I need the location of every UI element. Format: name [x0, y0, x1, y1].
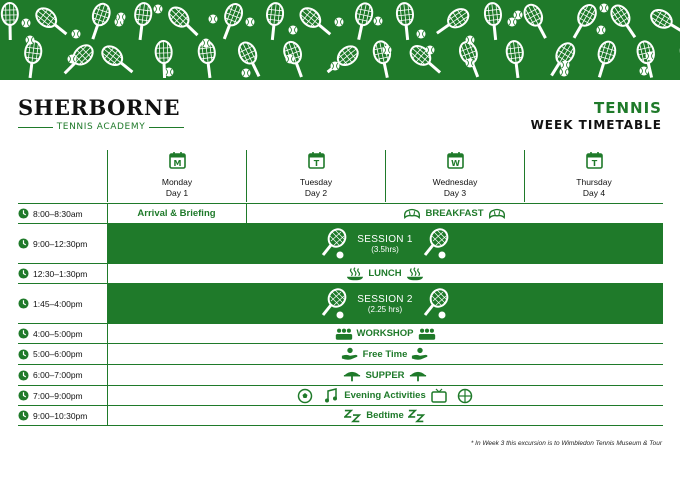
- tennis-racket-icon: [317, 227, 351, 261]
- supper-cell: [107, 365, 663, 385]
- group-icon: [418, 326, 436, 342]
- time-label: 4:00–5:00pm: [33, 328, 83, 339]
- evening-activities-cell: [107, 386, 663, 405]
- time-slot: [18, 264, 87, 283]
- cloche-icon: [343, 367, 361, 383]
- group-icon: [335, 326, 353, 342]
- divider: [18, 127, 53, 128]
- brand-subtitle: TENNIS ACADEMY: [56, 122, 146, 132]
- day-number: Day 4: [582, 188, 606, 198]
- day-number: Day 1: [165, 188, 189, 198]
- calendar-icon: [586, 151, 603, 169]
- clock-icon: [18, 349, 29, 360]
- day-letter: W: [450, 159, 460, 168]
- arrival-label: Arrival & Briefing: [137, 208, 216, 219]
- croissant-icon: [488, 206, 506, 222]
- clock-icon: [18, 208, 29, 219]
- session-title: SESSION 2: [357, 293, 413, 305]
- hand-icon: [411, 346, 429, 362]
- timetable-row-bedtime: [18, 405, 663, 426]
- day-name: Monday: [161, 177, 193, 187]
- sleep-zzz-icon: [408, 408, 426, 424]
- music-note-icon: [322, 388, 340, 404]
- day-name: Tuesday: [299, 177, 333, 187]
- monday-arrival-cell: [107, 204, 246, 223]
- breakfast-cell: [246, 204, 663, 223]
- footnote: * In Week 3 this excursion is to Wimbledon Tennis Museum & Tour: [470, 440, 662, 447]
- page-title: [531, 99, 662, 133]
- time-label: 8:00–8:30am: [33, 208, 83, 219]
- day-letter: T: [591, 159, 597, 168]
- calendar-icon: [308, 151, 325, 169]
- bedtime-label: Bedtime: [366, 410, 404, 421]
- brand-subtitle-row: [18, 122, 184, 132]
- day-header-row: [107, 150, 663, 202]
- tv-icon: [430, 388, 448, 404]
- tennis-racket-icon: [317, 287, 351, 321]
- sleep-zzz-icon: [344, 408, 362, 424]
- clock-icon: [18, 238, 29, 249]
- timetable-row-supper: [18, 364, 663, 385]
- time-slot: [18, 386, 83, 405]
- clock-icon: [18, 268, 29, 279]
- time-label: 6:00–7:00pm: [33, 370, 83, 380]
- timetable-row-free-time: [18, 343, 663, 364]
- day-number: Day 3: [443, 188, 467, 198]
- tennis-racket-icon: [419, 227, 453, 261]
- timetable-row-evening-activities: [18, 385, 663, 405]
- time-label: 9:00–10:30pm: [33, 410, 88, 421]
- session-1-cell: [107, 224, 663, 263]
- timetable-row-workshop: [18, 323, 663, 343]
- bedtime-cell: [107, 406, 663, 425]
- time-label: 5:00–6:00pm: [33, 349, 83, 359]
- clock-icon: [18, 298, 29, 309]
- clock-icon: [18, 328, 29, 339]
- title-line-2: WEEK TIMETABLE: [530, 118, 662, 132]
- title-line-1: TENNIS: [594, 99, 662, 117]
- day-letter: T: [313, 159, 319, 168]
- clock-icon: [18, 410, 29, 421]
- time-slot: [18, 365, 83, 385]
- day-header-tuesday: [246, 150, 385, 202]
- time-label: 1:45–4:00pm: [33, 298, 83, 309]
- day-name: Thursday: [576, 177, 612, 187]
- day-letter: M: [173, 159, 181, 168]
- divider: [149, 127, 184, 128]
- day-name: Wednesday: [432, 177, 478, 187]
- session-title: SESSION 1: [357, 233, 413, 245]
- workshop-label: WORKSHOP: [356, 328, 414, 339]
- timetable-row-lunch: [18, 263, 663, 283]
- clock-icon: [18, 370, 29, 381]
- cloche-icon: [409, 367, 427, 383]
- session-text: [357, 234, 413, 254]
- time-slot: [18, 344, 83, 364]
- calendar-icon: [169, 151, 186, 169]
- day-header-thursday: [524, 150, 663, 202]
- timetable-row-breakfast: [18, 203, 663, 223]
- time-slot: [18, 324, 83, 343]
- timetable-row-session-2: [18, 283, 663, 323]
- day-number: Day 2: [304, 188, 328, 198]
- lunch-cell: [107, 264, 663, 283]
- free-time-cell: [107, 344, 663, 364]
- time-slot: [18, 406, 87, 425]
- timetable-row-session-1: [18, 223, 663, 263]
- time-slot: [18, 284, 83, 323]
- clock-icon: [18, 390, 29, 401]
- header-banner: [0, 0, 680, 80]
- session-duration: (3.5hrs): [371, 244, 399, 254]
- time-label: 7:00–9:00pm: [33, 390, 83, 401]
- day-header-wednesday: [385, 150, 524, 202]
- hot-dish-icon: [406, 266, 424, 282]
- time-slot: [18, 204, 83, 223]
- evening-activities-label: Evening Activities: [344, 390, 426, 401]
- time-label: 9:00–12:30pm: [33, 238, 88, 249]
- hot-dish-icon: [346, 266, 364, 282]
- basketball-icon: [456, 388, 474, 404]
- calendar-icon: [447, 151, 464, 169]
- session-duration: (2.25 hrs): [367, 304, 403, 314]
- free-time-label: Free Time: [362, 348, 408, 360]
- tennis-racket-icon: [419, 287, 453, 321]
- session-2-cell: [107, 284, 663, 323]
- croissant-icon: [403, 206, 421, 222]
- hand-icon: [341, 346, 359, 362]
- breakfast-label: BREAKFAST: [425, 208, 484, 219]
- workshop-cell: [107, 324, 663, 343]
- tennis-pattern-icon: [0, 0, 680, 80]
- session-text: [357, 294, 413, 314]
- brand-name: SHERBORNE: [18, 95, 181, 120]
- time-slot: [18, 224, 87, 263]
- supper-label: SUPPER: [365, 369, 405, 381]
- lunch-label: LUNCH: [368, 268, 402, 279]
- academy-logo: [18, 97, 184, 132]
- football-icon: [296, 388, 314, 404]
- time-label: 12:30–1:30pm: [33, 268, 88, 279]
- day-header-monday: [107, 150, 246, 202]
